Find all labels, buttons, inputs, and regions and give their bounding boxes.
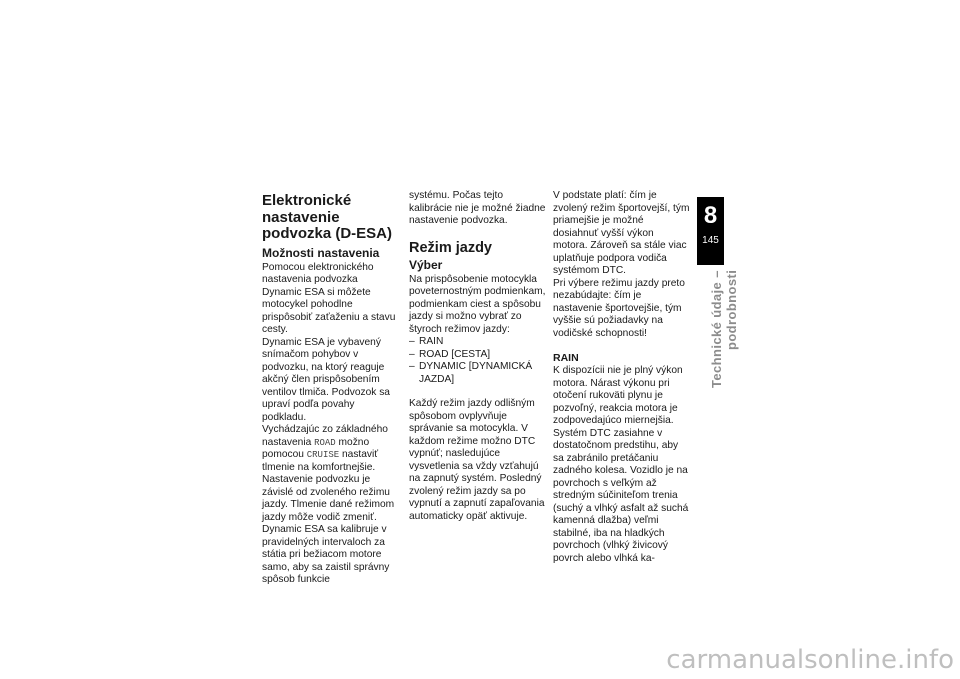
section-title-esa: Elektronické nastavenie podvozka (D-ESA) xyxy=(262,192,393,242)
spacer xyxy=(409,386,547,398)
dash-marker: – xyxy=(409,336,415,347)
column-2 xyxy=(409,190,547,523)
list-item-label: ROAD [CESTA] xyxy=(419,348,491,360)
paragraph: Dynamic ESA je vybavený snímačom pohybov v podvozku, na ktorý reaguje akčný člen prispôsobením ventilov tlmiča. Podvozok sa upraví podľa povahy podkladu. xyxy=(262,336,390,423)
page-number: 145 xyxy=(702,235,719,246)
column-3 xyxy=(553,190,691,565)
paragraph: Nastavenie podvozku je závislé od zvoleného režimu jazdy. Tlmenie dané režimom jazdy môže vodič zmeniť. xyxy=(262,474,395,523)
paragraph: Každý režim jazdy odlišným spôsobom ovplyvňuje správanie sa motocykla. V každom režime možno DTC vypnúť; nasledujúce vysvetlenia sa vždy vzťahujú na zapnutý systém. Posledný zvolený režim jazdy sa po vypnutí a zapnutí zapaľovania automaticky opäť aktivuje. xyxy=(409,398,545,522)
subsection-title-selection: Výber xyxy=(409,257,443,272)
dash-marker: – xyxy=(409,348,415,360)
paragraph: V podstate platí: čím je zvolený režim športovejší, tým priamejšie je možné dosiahnuť vyšší výkon motora. Zároveň sa stále viac uplatňuje podpora vodiča systémom DTC. xyxy=(553,190,690,276)
list-item-label: DYNAMIC [DYNAMICKÁ JAZDA] xyxy=(419,361,533,385)
column-1 xyxy=(262,190,400,587)
paragraph: Pri výbere režimu jazdy preto nezabúdajte: čím je nastavenie športovejšie, tým vyššie sú požiadavky na vodičské schopnosti! xyxy=(553,277,685,339)
paragraph: Pomocou elektronického nastavenia podvozka Dynamic ESA si môžete motocykel pohodlne prispôsobiť zaťaženiu a stavu cesty. xyxy=(262,261,396,335)
section-title-riding-mode: Režim jazdy xyxy=(409,239,492,256)
list-item-label: RAIN xyxy=(419,336,444,347)
chapter-tab xyxy=(697,197,724,265)
mode-road-code: ROAD xyxy=(314,437,336,448)
watermark: carmanualsonline.info xyxy=(666,645,954,675)
list-item xyxy=(409,349,547,362)
chapter-title-vertical: Technické údaje – podrobnosti xyxy=(709,270,739,388)
chapter-number: 8 xyxy=(703,202,718,229)
paragraph: Na prispôsobenie motocykla poveternostným podmienkam, podmienkam ciest a spôsobu jazdy si možno vybrať zo štyroch režimov jazdy: xyxy=(409,273,546,335)
paragraph: K dispozícii nie je plný výkon motora. Nárast výkonu pri otočení rukoväti plynu je pozvoľný, reakcia motora je zodpovedajúco miernejšia. xyxy=(553,365,683,426)
text: Vychádzajúc zo základného nastavenia xyxy=(262,424,388,448)
paragraph xyxy=(262,424,400,474)
paragraph: Systém DTC zasiahne v dostatočnom predstihu, aby sa zabránilo pretáčaniu zadného kolesa. Vozidlo je na povrchoch s veľkým až stredným súčiniteľom trenia (suchý a vlhký asfalt až suchá kamenná dlažba) veľmi stabilné, iba na hladkých povrchoch (vlhký živicový povrch alebo vlhká ka- xyxy=(553,427,689,564)
mode-cruise-code: CRUISE xyxy=(306,450,340,460)
paragraph: Dynamic ESA sa kalibruje v pravidelných intervaloch za státia pri bežiacom motore samo, aby sa zaistil správny spôsob funkcie xyxy=(262,524,390,585)
list-item xyxy=(409,361,547,386)
heading-rain: RAIN xyxy=(553,352,579,364)
list-item xyxy=(409,336,547,349)
dash-marker: – xyxy=(409,361,415,372)
text: nastaviť tlmenie na komfortnejšie. xyxy=(262,449,379,473)
text: možno pomocou xyxy=(262,436,370,460)
subsection-title-settings: Možnosti nastavenia xyxy=(262,245,380,260)
paragraph: systému. Počas tejto kalibrácie nie je možné žiadne nastavenie podvozka. xyxy=(409,190,546,226)
